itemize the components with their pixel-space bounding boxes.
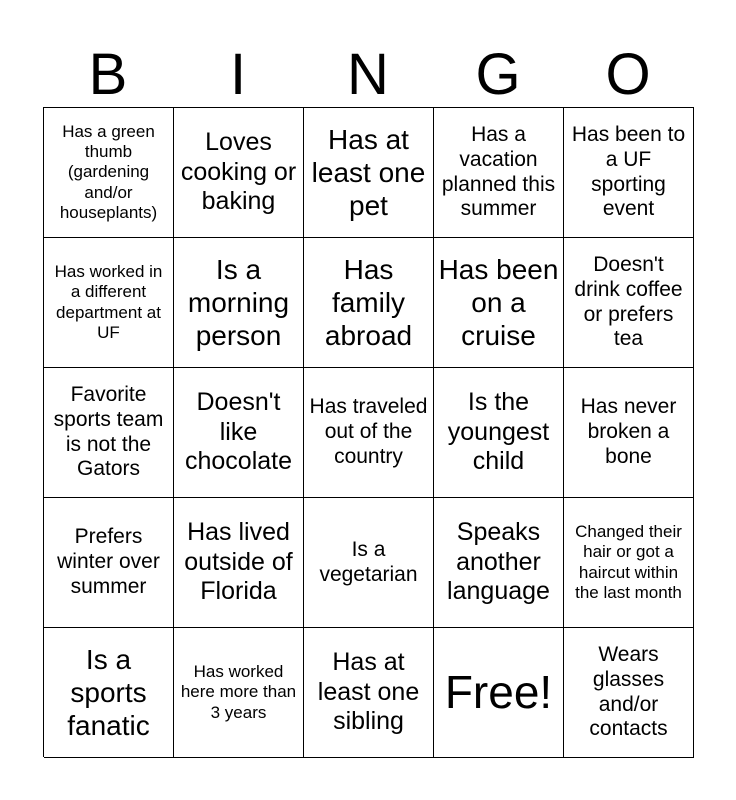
header-letter-i: I [229, 42, 247, 107]
bingo-cell[interactable]: Is a vegetarian [304, 498, 434, 628]
bingo-cell[interactable]: Speaks another language [434, 498, 564, 628]
bingo-cell[interactable]: Is a morning person [174, 238, 304, 368]
free-space[interactable]: Free! [434, 628, 564, 758]
bingo-cell[interactable]: Has worked in a different department at UF [44, 238, 174, 368]
bingo-cell[interactable]: Has traveled out of the country [304, 368, 434, 498]
header-letter-o: O [605, 42, 651, 107]
bingo-cell[interactable]: Has a vacation planned this summer [434, 108, 564, 238]
bingo-cell[interactable]: Doesn't like chocolate [174, 368, 304, 498]
bingo-cell[interactable]: Wears glasses and/or contacts [564, 628, 694, 758]
bingo-cell[interactable]: Is a sports fanatic [44, 628, 174, 758]
bingo-cell[interactable]: Has been on a cruise [434, 238, 564, 368]
bingo-cell[interactable]: Prefers winter over summer [44, 498, 174, 628]
bingo-cell[interactable]: Has a green thumb (gardening and/or houseplants) [44, 108, 174, 238]
bingo-cell[interactable]: Doesn't drink coffee or prefers tea [564, 238, 694, 368]
header-letter-n: N [347, 42, 389, 107]
bingo-cell[interactable]: Has been to a UF sporting event [564, 108, 694, 238]
bingo-cell[interactable]: Favorite sports team is not the Gators [44, 368, 174, 498]
bingo-cell[interactable]: Loves cooking or baking [174, 108, 304, 238]
bingo-cell[interactable]: Has family abroad [304, 238, 434, 368]
header-letter-g: G [475, 42, 521, 107]
bingo-cell[interactable]: Has lived outside of Florida [174, 498, 304, 628]
bingo-header [43, 44, 693, 106]
bingo-cell[interactable]: Changed their hair or got a haircut within the last month [564, 498, 694, 628]
bingo-cell[interactable]: Has worked here more than 3 years [174, 628, 304, 758]
bingo-cell[interactable]: Is the youngest child [434, 368, 564, 498]
bingo-cell[interactable]: Has at least one pet [304, 108, 434, 238]
bingo-board [43, 107, 694, 757]
bingo-cell[interactable]: Has never broken a bone [564, 368, 694, 498]
header-letter-b: B [88, 42, 128, 107]
bingo-cell[interactable]: Has at least one sibling [304, 628, 434, 758]
